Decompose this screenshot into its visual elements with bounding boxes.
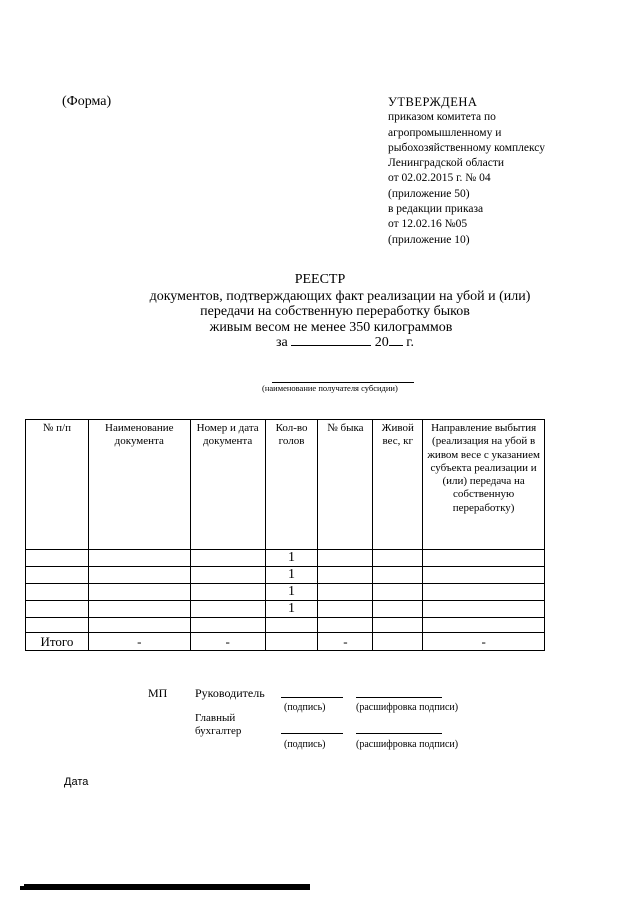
registry-table	[25, 419, 545, 651]
table-cell[interactable]	[373, 584, 423, 601]
accountant-signature-field[interactable]	[281, 733, 343, 734]
col-header-head-count: Кол-во голов	[265, 420, 318, 550]
approval-line: агропромышленному и	[388, 126, 502, 139]
table-cell[interactable]	[373, 618, 423, 633]
accountant-title-line-1: Главный	[195, 712, 236, 724]
title-line-2: передачи на собственную переработку быков	[200, 304, 470, 319]
table-header-row	[26, 420, 545, 550]
table-cell-count[interactable]: 1	[265, 567, 318, 584]
head-name-field[interactable]	[356, 697, 442, 698]
table-cell[interactable]	[88, 618, 190, 633]
table-cell[interactable]	[26, 618, 89, 633]
col-header-doc-number-date: Номер и дата документа	[190, 420, 265, 550]
table-row	[26, 567, 545, 584]
table-cell[interactable]	[318, 550, 373, 567]
table-row	[26, 618, 545, 633]
total-cell: -	[88, 633, 190, 651]
total-cell: -	[318, 633, 373, 651]
stamp-label: МП	[148, 686, 168, 700]
title-line-1: документов, подтверждающих факт реализации на убой и (или)	[149, 288, 531, 304]
table-cell[interactable]	[423, 618, 545, 633]
table-cell[interactable]	[423, 601, 545, 618]
scan-edge-bar	[24, 884, 310, 890]
col-header-doc-name: Наименование документа	[88, 420, 190, 550]
accountant-title-line-2: бухгалтер	[195, 725, 242, 737]
accountant-name-field[interactable]	[356, 733, 442, 734]
head-decode-caption: (расшифровка подписи)	[356, 702, 459, 713]
approval-line: (приложение 50)	[388, 187, 470, 200]
table-cell[interactable]	[318, 584, 373, 601]
head-sign-caption: (подпись)	[284, 702, 326, 713]
table-row	[26, 601, 545, 618]
approval-title: УТВЕРЖДЕНА	[388, 95, 478, 109]
date-label: Дата	[64, 776, 89, 788]
accountant-sign-caption: (подпись)	[284, 739, 326, 750]
table-cell[interactable]	[423, 550, 545, 567]
table-cell[interactable]	[423, 567, 545, 584]
approval-line: от 02.02.2015 г. № 04	[388, 172, 491, 185]
period-blank-field[interactable]	[291, 345, 371, 346]
table-cell[interactable]	[26, 584, 89, 601]
accountant-title	[195, 712, 241, 738]
period-prefix: за	[276, 335, 288, 350]
title-line-3: живым весом не менее 350 килограммов	[209, 319, 453, 335]
recipient-caption: (наименование получателя субсидии)	[262, 383, 398, 393]
table-cell[interactable]	[190, 584, 265, 601]
total-cell[interactable]	[265, 633, 318, 651]
total-cell: -	[190, 633, 265, 651]
table-cell[interactable]	[88, 567, 190, 584]
total-cell[interactable]	[373, 633, 423, 651]
head-title: Руководитель	[195, 686, 265, 700]
total-cell: -	[423, 633, 545, 651]
table-cell-count[interactable]: 1	[265, 550, 318, 567]
approval-line: Ленинградской области	[388, 157, 505, 170]
table-cell[interactable]	[373, 601, 423, 618]
table-cell[interactable]	[26, 567, 89, 584]
approval-line: от 12.02.16 №05	[388, 218, 468, 231]
title-period	[0, 335, 640, 351]
col-header-live-weight: Живой вес, кг	[373, 420, 423, 550]
head-signature-field[interactable]	[281, 697, 343, 698]
table-cell-count[interactable]: 1	[265, 601, 318, 618]
table-total-row	[26, 633, 545, 651]
col-header-direction: Направление выбытия (реализация на убой в живом весе с указанием субъекта реализации и (или) передача на собственную переработку)	[423, 420, 545, 550]
approval-block	[388, 95, 545, 248]
approval-line: в редакции приказа	[388, 203, 484, 216]
table-cell[interactable]	[423, 584, 545, 601]
table-cell[interactable]	[190, 567, 265, 584]
accountant-decode-caption: (расшифровка подписи)	[356, 739, 459, 750]
table-cell[interactable]	[88, 601, 190, 618]
table-cell[interactable]	[26, 550, 89, 567]
col-header-bull-number: № быка	[318, 420, 373, 550]
table-row	[26, 550, 545, 567]
table-cell-count[interactable]: 1	[265, 584, 318, 601]
approval-line: приказом комитета по	[388, 111, 496, 124]
total-label: Итого	[26, 633, 89, 651]
table-cell[interactable]	[318, 567, 373, 584]
table-cell[interactable]	[318, 601, 373, 618]
approval-line: рыбохозяйственному комплексу	[388, 141, 545, 154]
title-heading: РЕЕСТР	[294, 272, 346, 287]
approval-line: (приложение 10)	[388, 233, 470, 246]
year-blank-field[interactable]	[389, 345, 403, 346]
scan-edge-mark	[20, 886, 26, 890]
table-cell[interactable]	[318, 618, 373, 633]
table-cell[interactable]	[373, 567, 423, 584]
table-cell[interactable]	[190, 618, 265, 633]
table-cell[interactable]	[190, 601, 265, 618]
table-row	[26, 584, 545, 601]
table-cell[interactable]	[88, 584, 190, 601]
table-cell[interactable]	[26, 601, 89, 618]
table-cell[interactable]	[373, 550, 423, 567]
form-label: (Форма)	[62, 94, 112, 109]
document-title	[0, 272, 640, 351]
table-cell[interactable]	[88, 550, 190, 567]
col-header-number: № п/п	[26, 420, 89, 550]
period-suffix: г.	[406, 335, 414, 350]
period-year: 20	[374, 335, 389, 350]
table-cell[interactable]	[265, 618, 318, 633]
table-cell[interactable]	[190, 550, 265, 567]
